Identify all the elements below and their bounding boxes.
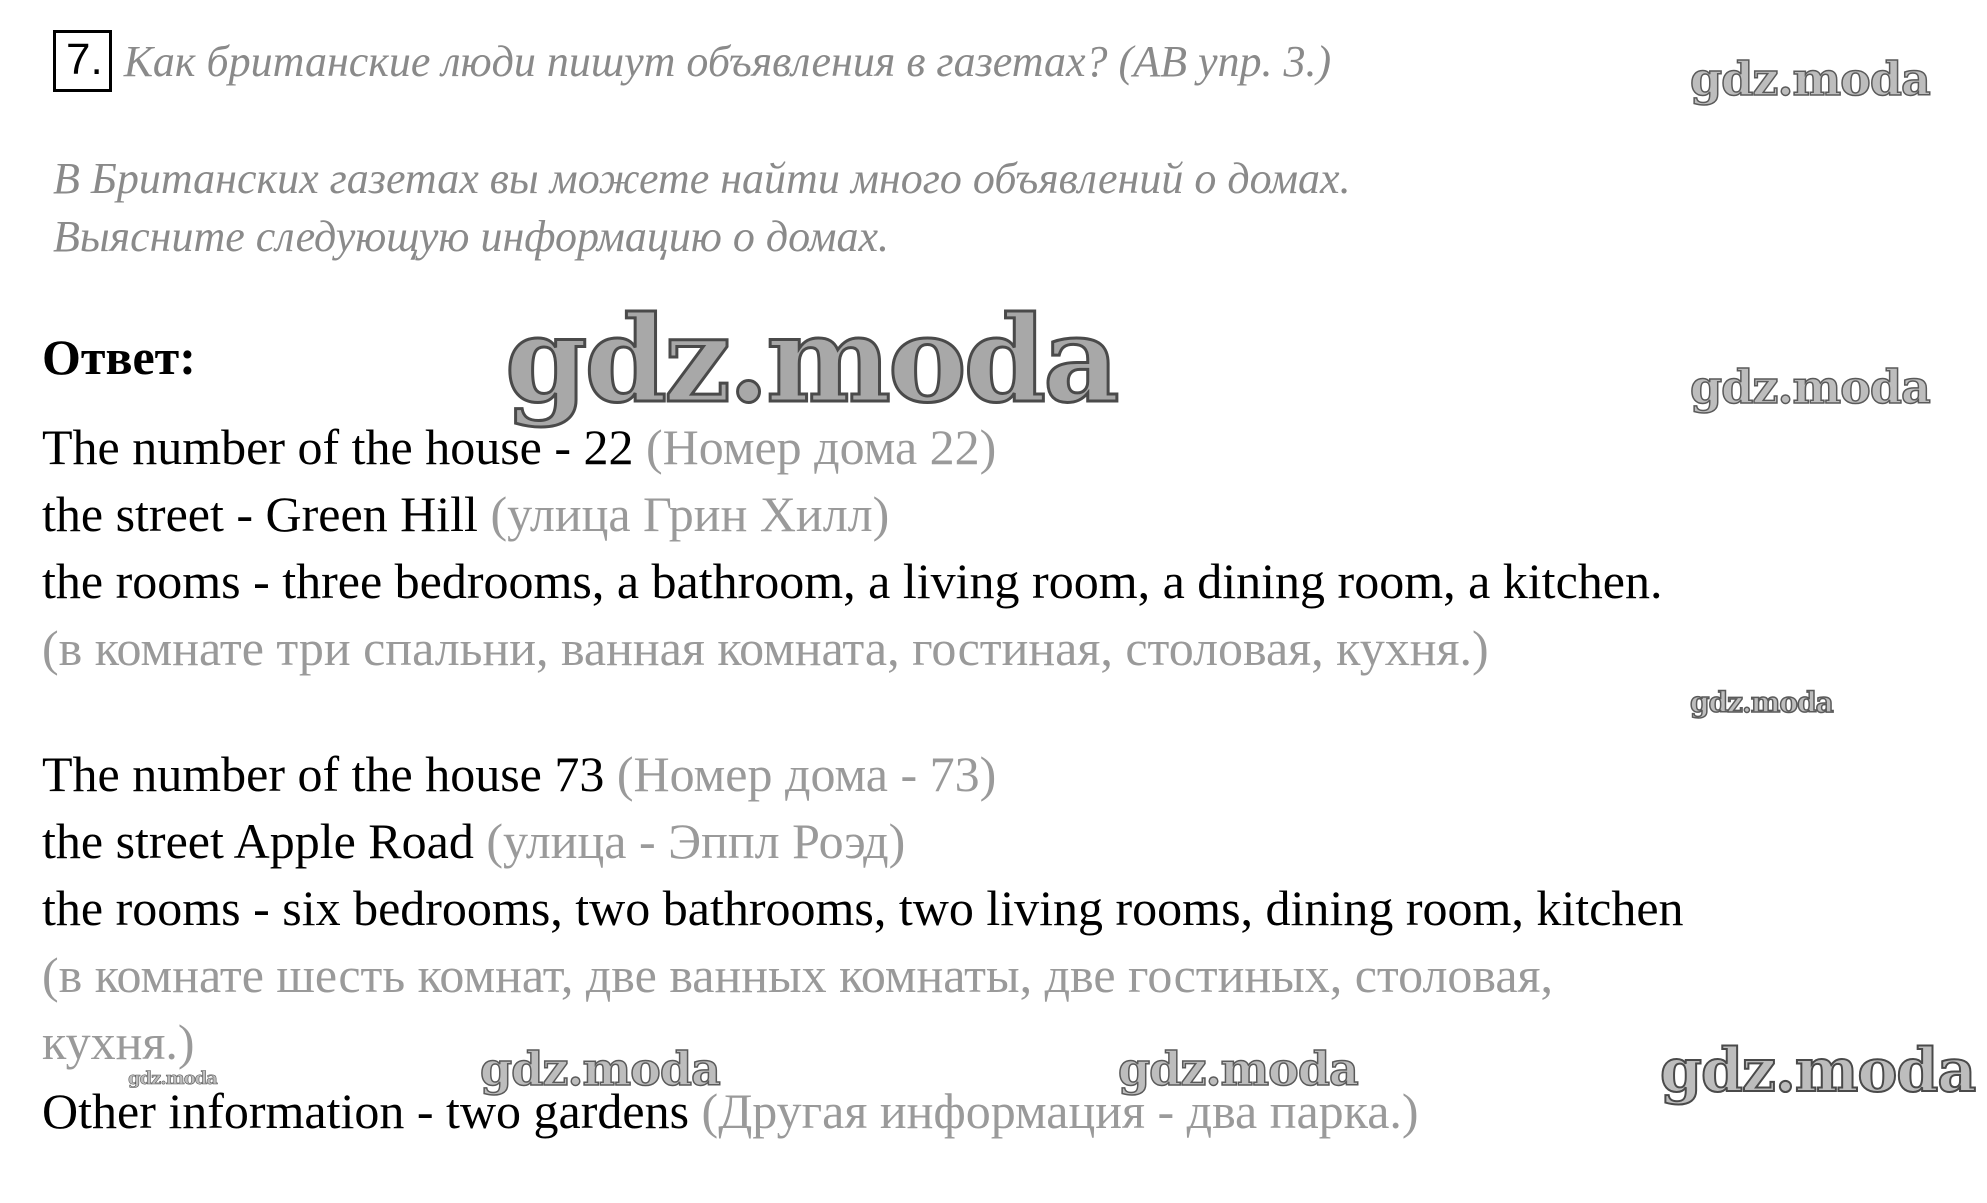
rooms-translation: (в комнате три спальни, ванная комната, гостиная, столовая, кухня.) bbox=[42, 620, 1489, 676]
watermark-logo: gdz.moda bbox=[1690, 686, 1833, 719]
watermark-logo: gdz.moda bbox=[505, 290, 1117, 429]
street-line bbox=[42, 808, 1684, 875]
watermark-logo: gdz.moda bbox=[480, 1042, 720, 1096]
instructions bbox=[53, 150, 1351, 266]
task-header bbox=[53, 30, 1331, 92]
rooms-translation-cont: кухня.) bbox=[42, 1014, 195, 1070]
street-ru: (улица Грин Хилл) bbox=[490, 486, 890, 542]
house-number-en: The number of the house - 22 bbox=[42, 419, 634, 475]
street-line bbox=[42, 481, 1662, 548]
watermark-logo: gdz.moda bbox=[128, 1068, 217, 1089]
watermark-logo: gdz.moda bbox=[1660, 1036, 1976, 1106]
house-number-en: The number of the house 73 bbox=[42, 746, 605, 802]
street-en: the street Apple Road bbox=[42, 813, 474, 869]
other-information-ru: (Другая информация - два парка.) bbox=[701, 1083, 1419, 1139]
house-number-line bbox=[42, 414, 1662, 481]
watermark-logo: gdz.moda bbox=[1690, 52, 1930, 106]
house-number-ru: (Номер дома 22) bbox=[646, 419, 997, 475]
other-information-line bbox=[42, 1078, 1419, 1145]
task-question: Как британские люди пишут объявления в газетах? (АВ упр. 3.) bbox=[123, 36, 1332, 86]
street-en: the street - Green Hill bbox=[42, 486, 478, 542]
house-number-ru: (Номер дома - 73) bbox=[616, 746, 997, 802]
answer-label: Ответ: bbox=[42, 329, 196, 385]
house-2-answer bbox=[42, 741, 1684, 1076]
watermark-logo: gdz.moda bbox=[1118, 1042, 1358, 1096]
house-number-line bbox=[42, 741, 1684, 808]
house-1-answer bbox=[42, 414, 1662, 682]
other-information-en: Other information - two gardens bbox=[42, 1083, 690, 1139]
watermark-logo: gdz.moda bbox=[1690, 360, 1930, 414]
task-number: 7. bbox=[53, 30, 112, 92]
instruction-line: Выясните следующую информацию о домах. bbox=[53, 212, 890, 261]
rooms-line: the rooms - three bedrooms, a bathroom, a living room, a dining room, a kitchen. bbox=[42, 553, 1663, 609]
rooms-translation: (в комнате шесть комнат, две ванных комнаты, две гостиных, столовая, bbox=[42, 947, 1554, 1003]
street-ru: (улица - Эппл Роэд) bbox=[486, 813, 906, 869]
instruction-line: В Британских газетах вы можете найти много объявлений о домах. bbox=[53, 154, 1351, 203]
rooms-line: the rooms - six bedrooms, two bathrooms, two living rooms, dining room, kitchen bbox=[42, 880, 1684, 936]
